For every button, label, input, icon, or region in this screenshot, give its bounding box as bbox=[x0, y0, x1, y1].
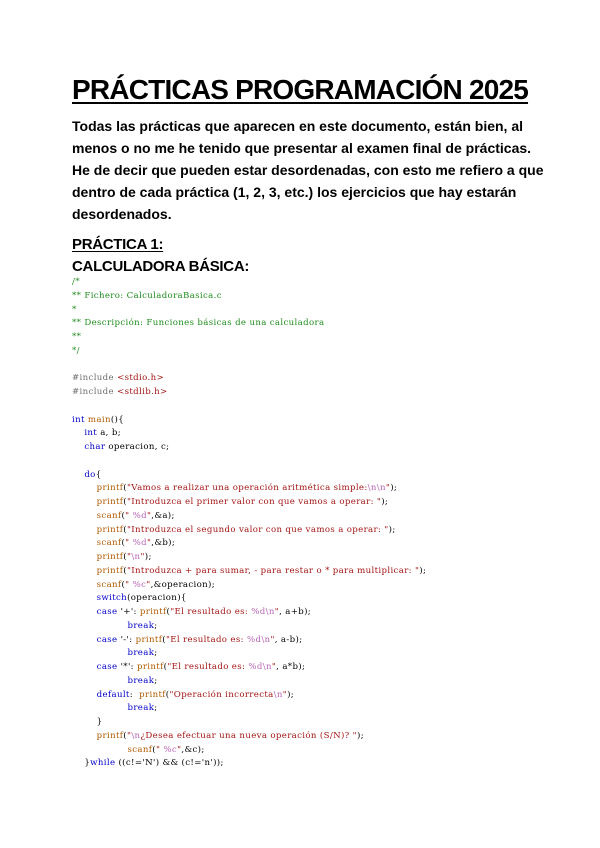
code-line: break; bbox=[127, 675, 158, 686]
code-line: printf("\n"); bbox=[96, 552, 152, 562]
code-line: default: printf("Operación incorrecta\n"); bbox=[96, 689, 295, 700]
code-line bbox=[72, 455, 426, 469]
code-line: printf("\n¿Desea efectuar una nueva operación (S/N)? "); bbox=[96, 730, 364, 741]
intro-line: Todas las prácticas que aparecen en este documento, están bien, al bbox=[72, 118, 524, 134]
code-line: int a, b; bbox=[84, 428, 121, 439]
intro-line: He de decir que pueden estar desordenadas, con esto me refiero a que bbox=[72, 162, 544, 178]
intro-paragraph bbox=[72, 115, 542, 225]
intro-line: desordenados. bbox=[72, 206, 172, 222]
code-line: #include <stdlib.h> bbox=[72, 387, 168, 397]
code-line: break; bbox=[127, 648, 158, 659]
code-line: #include <stdio.h> bbox=[72, 373, 165, 384]
code-line: ** Descripción: Funciones básicas de una calculadora bbox=[72, 318, 325, 329]
code-block bbox=[72, 276, 426, 771]
code-line: break; bbox=[127, 703, 158, 714]
document-title: PRÁCTICAS PROGRAMACIÓN 2025 bbox=[72, 74, 529, 105]
code-line bbox=[72, 400, 426, 414]
code-line: char operacion, c; bbox=[84, 442, 170, 452]
code-line: scanf(" %c",&c); bbox=[127, 744, 205, 755]
intro-line: menos o no me he tenido que presentar al examen final de prácticas. bbox=[72, 140, 532, 156]
code-line: switch(operacion){ bbox=[96, 593, 187, 604]
code-line: int main(){ bbox=[72, 414, 125, 425]
code-line: /* bbox=[72, 277, 80, 287]
code-line: printf("Vamos a realizar una operación aritmética simple:\n\n"); bbox=[96, 483, 398, 494]
intro-line: dentro de cada práctica (1, 2, 3, etc.) los ejercicios que hay estarán bbox=[72, 184, 517, 200]
code-line: case '-': printf("El resultado es: %d\n", a-b); bbox=[96, 634, 303, 645]
code-line bbox=[72, 359, 426, 373]
code-line: printf("Introduzca el segundo valor con que vamos a operar: "); bbox=[96, 524, 396, 535]
code-line: */ bbox=[72, 345, 80, 356]
practica-heading: PRÁCTICA 1: bbox=[72, 236, 164, 253]
code-line: case '*': printf("El resultado es: %d\n", a*b); bbox=[96, 662, 306, 672]
code-line: } bbox=[72, 717, 103, 727]
code-line: do{ bbox=[84, 469, 102, 480]
code-line: case '+': printf("El resultado es: %d\n", a+b); bbox=[96, 607, 312, 617]
code-line: }while ((c!='N') && (c!='n')); bbox=[72, 758, 224, 769]
code-line: scanf(" %d",&b); bbox=[96, 538, 176, 549]
code-line: ** Fichero: CalculadoraBasica.c bbox=[72, 290, 222, 301]
exercise-heading: CALCULADORA BÁSICA: bbox=[72, 258, 250, 275]
code-line: scanf(" %c",&operacion); bbox=[96, 579, 216, 590]
code-line: ** bbox=[72, 332, 82, 342]
code-line: scanf(" %d",&a); bbox=[96, 510, 175, 521]
code-line: break; bbox=[127, 620, 158, 631]
code-line: printf("Introduzca el primer valor con que vamos a operar: "); bbox=[96, 497, 389, 507]
code-line: printf("Introduzca + para sumar, - para restar o * para multiplicar: "); bbox=[96, 565, 427, 576]
code-line: * bbox=[72, 304, 77, 315]
